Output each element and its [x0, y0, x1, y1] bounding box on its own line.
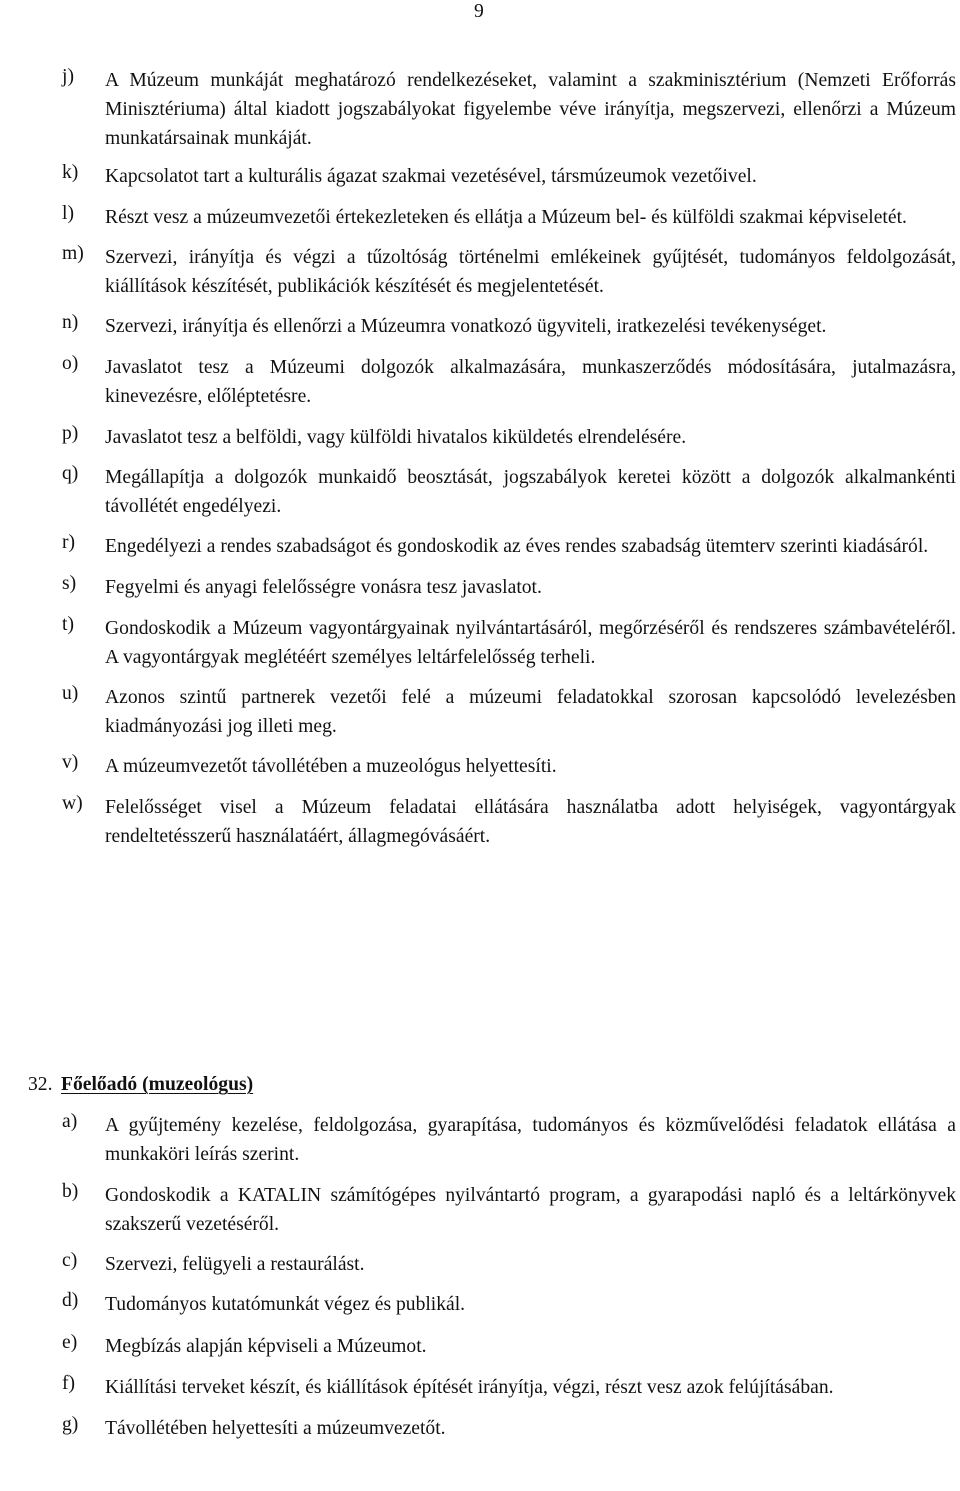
list-item: [62, 793, 956, 851]
list-item-text: Megbízás alapján képviseli a Múzeumot.: [105, 1336, 427, 1357]
list-item: [62, 312, 956, 341]
list-item-text: A gyűjtemény kezelése, feldolgozása, gyarapítása, tudományos és közművelődési feladatok ellátása a munkaköri leírás szerint.: [105, 1115, 956, 1165]
list-item: [62, 573, 956, 602]
list-item-text: Szervezi, irányítja és végzi a tűzoltóság történelmi emlékeinek gyűjtését, tudományos feldolgozását, kiállítások készítését, publikációk készítését és megjelentetését.: [105, 247, 956, 297]
list-item-text: Szervezi, irányítja és ellenőrzi a Múzeumra vonatkozó ügyviteli, iratkezelési tevékenységet.: [105, 316, 827, 337]
list-item: [62, 1290, 956, 1319]
section-heading: [28, 1074, 928, 1096]
list-item-text: Kiállítási terveket készít, és kiállítások építését irányítja, végzi, részt vesz azok felújításában.: [105, 1377, 834, 1398]
list-item-marker: e): [62, 1332, 78, 1353]
page-number: 9: [474, 1, 484, 22]
list-item-text: A Múzeum munkáját meghatározó rendelkezéseket, valamint a szakminisztérium (Nemzeti Erőforrás Minisztériuma) által kiadott jogszabályokat figyelembe véve irányítja, megszervezi, ellenőrzi a Múzeum munkatársainak munkáját.: [105, 70, 956, 149]
list-item: [62, 532, 956, 561]
list-item-marker: b): [62, 1181, 79, 1202]
list-item: [62, 243, 956, 301]
list-item-marker: t): [62, 614, 74, 635]
list-item: [62, 1181, 956, 1239]
duties-list-museum-head: [62, 66, 956, 851]
list-item-marker: d): [62, 1290, 79, 1311]
list-item-text: Javaslatot tesz a belföldi, vagy külföldi hivatalos kiküldetés elrendelésére.: [105, 427, 687, 448]
duties-list-curator: [62, 1111, 956, 1443]
list-item-marker: m): [62, 243, 84, 264]
list-item: [62, 1111, 956, 1169]
list-item-marker: l): [62, 203, 74, 224]
list-item: [62, 1373, 956, 1402]
list-item: [62, 203, 956, 232]
list-item-text: Távollétében helyettesíti a múzeumvezetőt.: [105, 1418, 446, 1439]
list-item-marker: r): [62, 532, 76, 553]
list-item-marker: g): [62, 1414, 79, 1435]
list-item-text: Felelősséget visel a Múzeum feladatai ellátására használatba adott helyiségek, vagyontárgyak rendeltetésszerű használatáért, állagmegóvásáért.: [105, 797, 956, 847]
list-item: [62, 463, 956, 521]
list-item-marker: p): [62, 423, 79, 444]
list-item: [62, 66, 956, 153]
section-title: Főelőadó (muzeológus): [61, 1074, 254, 1095]
list-item: [62, 683, 956, 741]
list-item: [62, 752, 956, 781]
list-item-marker: a): [62, 1111, 78, 1132]
list-item-text: Javaslatot tesz a Múzeumi dolgozók alkalmazására, munkaszerződés módosítására, jutalmazásra, kinevezésre, előléptetésre.: [105, 357, 956, 407]
list-item: [62, 353, 956, 411]
list-item-text: Azonos szintű partnerek vezetői felé a múzeumi feladatokkal szorosan kapcsolódó levelezésben kiadmányozási jog illeti meg.: [105, 687, 956, 737]
list-item-marker: j): [62, 66, 74, 87]
list-item: [62, 423, 956, 452]
list-item-text: Gondoskodik a Múzeum vagyontárgyainak nyilvántartásáról, megőrzéséről és rendszeres számbavételéről. A vagyontárgyak meglétéért személyes leltárfelelősség terheli.: [105, 618, 956, 668]
list-item: [62, 1332, 956, 1361]
list-item-marker: n): [62, 312, 79, 333]
list-item-text: Engedélyezi a rendes szabadságot és gondoskodik az éves rendes szabadság ütemterv szerinti kiadásáról.: [105, 536, 929, 557]
list-item-text: A múzeumvezetőt távollétében a muzeológus helyettesíti.: [105, 756, 557, 777]
list-item-text: Tudományos kutatómunkát végez és publikál.: [105, 1294, 466, 1315]
list-item-text: Részt vesz a múzeumvezetői értekezleteken és ellátja a Múzeum bel- és külföldi szakmai képviseletét.: [105, 207, 907, 228]
list-item-marker: v): [62, 752, 79, 773]
list-item-marker: c): [62, 1250, 78, 1271]
list-item-text: Megállapítja a dolgozók munkaidő beosztását, jogszabályok keretei között a dolgozók alkalmankénti távollétét engedélyezi.: [105, 467, 956, 517]
list-item-text: Szervezi, felügyeli a restaurálást.: [105, 1254, 365, 1275]
list-item-marker: u): [62, 683, 79, 704]
list-item: [62, 1250, 956, 1279]
list-item: [62, 162, 956, 191]
list-item-text: Kapcsolatot tart a kulturális ágazat szakmai vezetésével, társmúzeumok vezetőivel.: [105, 166, 757, 187]
list-item-text: Gondoskodik a KATALIN számítógépes nyilvántartó program, a gyarapodási napló és a leltárkönyvek szakszerű vezetéséről.: [105, 1185, 956, 1235]
list-item-marker: f): [62, 1373, 76, 1394]
list-item-marker: w): [62, 793, 83, 814]
list-item-marker: o): [62, 353, 79, 374]
section-number: 32.: [28, 1074, 53, 1095]
list-item-text: Fegyelmi és anyagi felelősségre vonásra tesz javaslatot.: [105, 577, 542, 598]
list-item: [62, 1414, 956, 1443]
list-item-marker: s): [62, 573, 77, 594]
list-item: [62, 614, 956, 672]
list-item-marker: q): [62, 463, 79, 484]
list-item-marker: k): [62, 162, 79, 183]
